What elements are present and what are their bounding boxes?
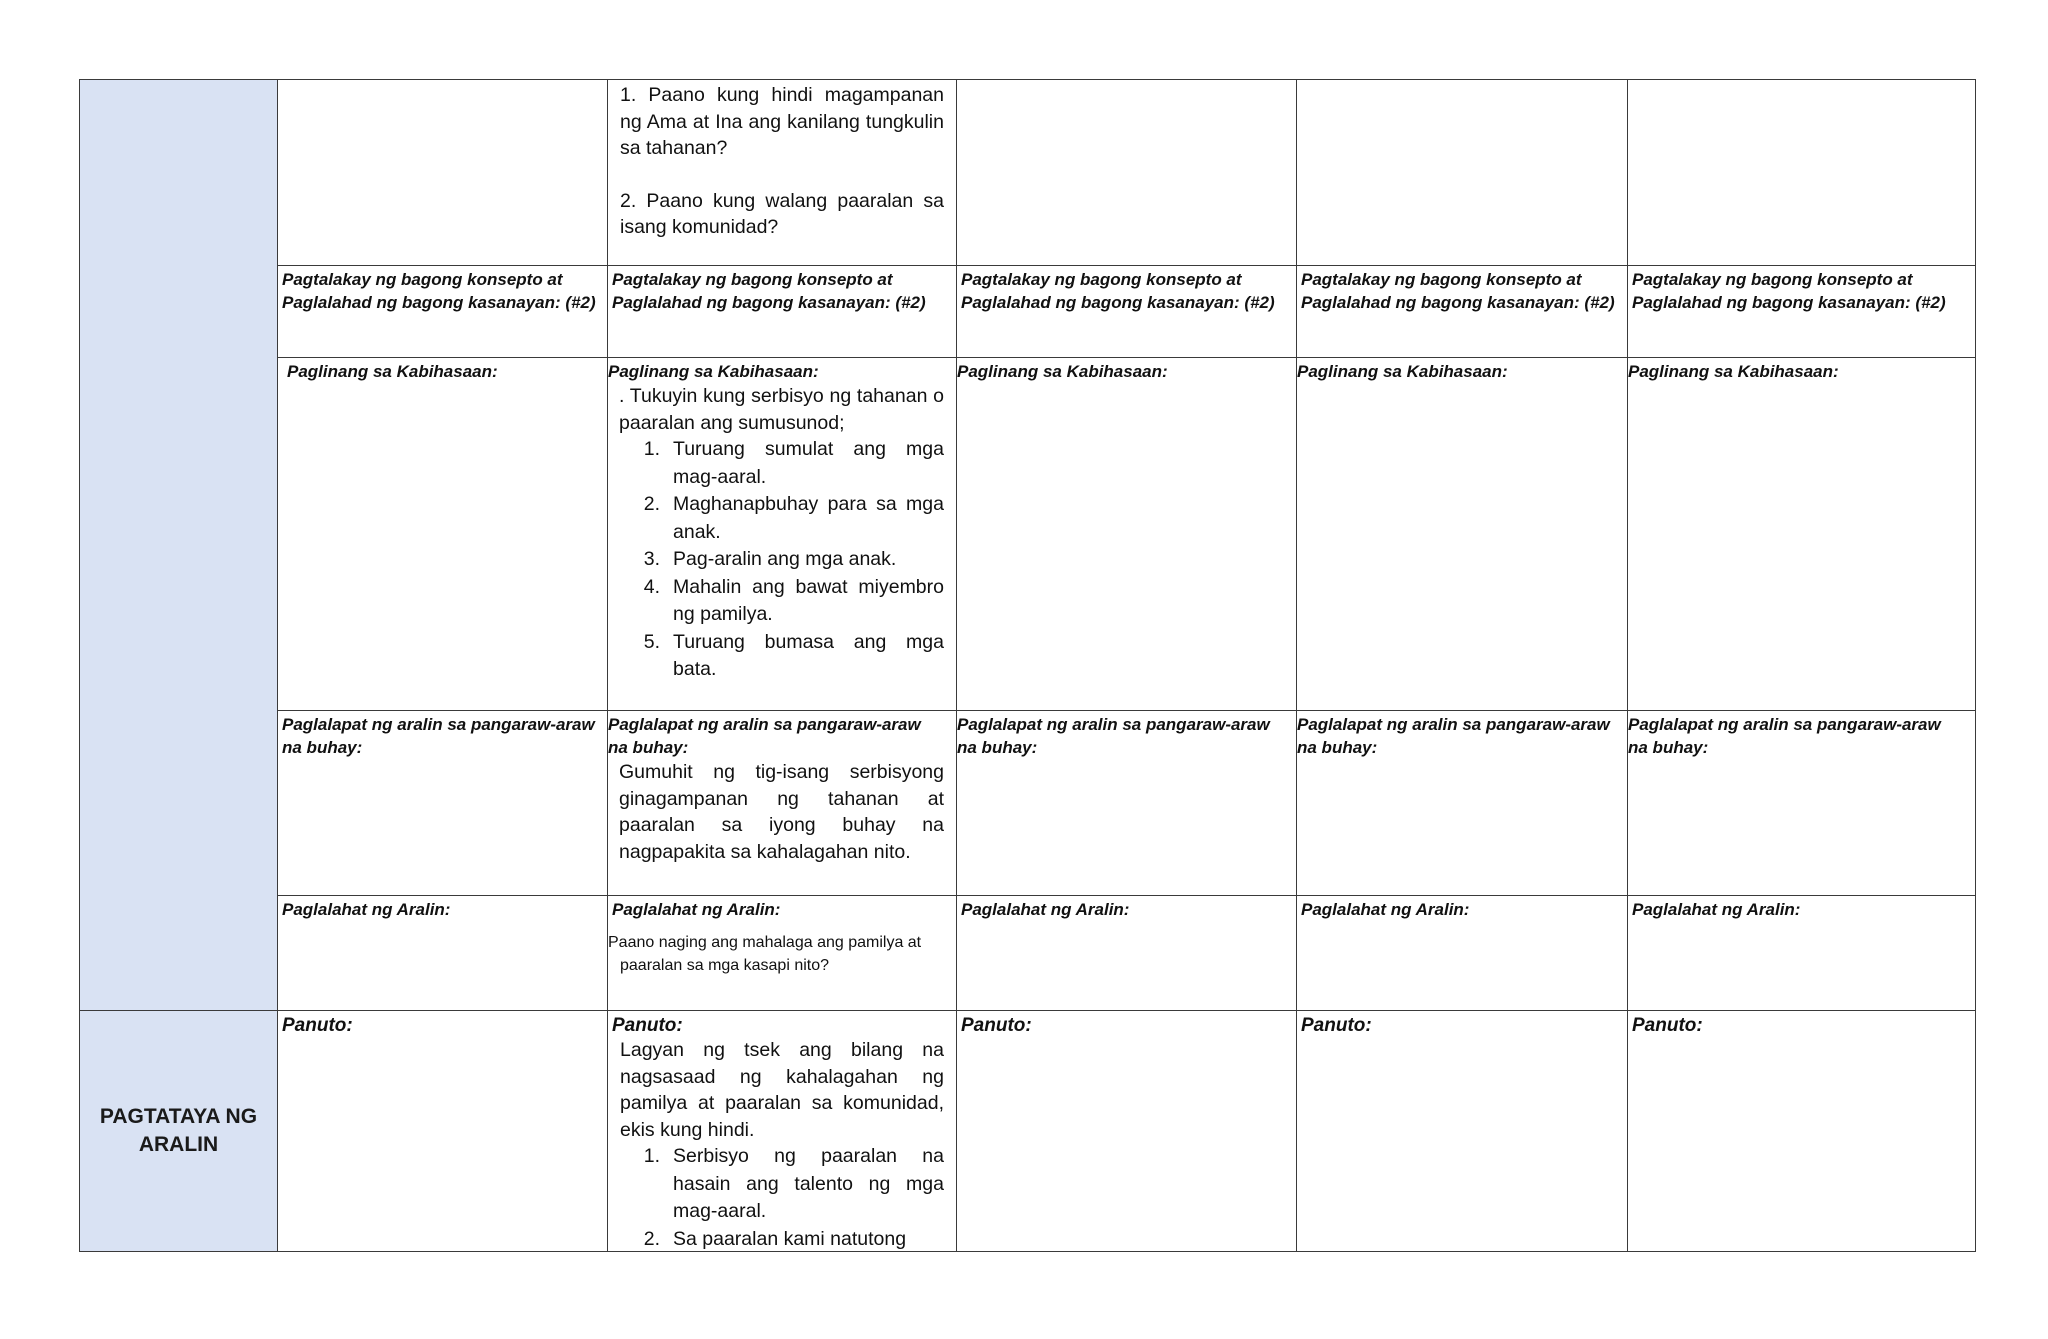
table-cell xyxy=(1297,711,1628,896)
list-item: 1. Serbisyo ng paaralan na hasain ang talento ng mga mag-aaral. xyxy=(643,1145,944,1222)
table-cell xyxy=(1628,80,1976,266)
section-heading: Pagtalakay ng bagong konsepto at Paglalahad ng bagong kasanayan: (#2) xyxy=(282,270,596,312)
table-row xyxy=(80,896,1976,1011)
table-cell xyxy=(608,266,957,358)
table-cell xyxy=(1297,266,1628,358)
section-heading: Paglalapat ng aralin sa pangaraw-araw na buhay: xyxy=(957,715,1270,757)
section-heading: Paglalahat ng Aralin: xyxy=(282,900,451,919)
table-cell xyxy=(1628,266,1976,358)
assessment-text: Lagyan ng tsek ang bilang na nagsasaad ng kahalagahan ng pamilya at paaralan sa komunidad, ekis kung hindi. xyxy=(620,1039,944,1141)
list-item: 2. Sa paaralan kami natutong xyxy=(643,1227,907,1249)
section-heading: Panuto: xyxy=(1632,1015,1703,1036)
section-heading: Paglalahat ng Aralin: xyxy=(1301,900,1470,919)
table-cell xyxy=(957,1011,1297,1252)
table-cell xyxy=(957,266,1297,358)
table-row xyxy=(80,80,1976,266)
generalization-question: Paano naging ang mahalaga ang pamilya at paaralan sa mga kasapi nito? xyxy=(608,934,922,974)
table-cell xyxy=(278,80,608,266)
table-cell xyxy=(1297,896,1628,1011)
table-cell xyxy=(1628,358,1976,711)
mastery-intro: . Tukuyin kung serbisyo ng tahanan o paaralan ang sumusunod; xyxy=(619,385,944,434)
section-heading: Paglalahat ng Aralin: xyxy=(612,900,781,919)
list-item: 5. Turuang bumasa ang mga bata. xyxy=(643,630,944,680)
table-cell xyxy=(957,896,1297,1011)
section-heading: Paglalahat ng Aralin: xyxy=(1632,900,1801,919)
question-item: 2. Paano kung walang paaralan sa isang komunidad? xyxy=(620,189,944,238)
table-cell xyxy=(278,1011,608,1252)
assessment-label: PAGTATAYA NG ARALIN xyxy=(99,1105,258,1156)
table-cell xyxy=(608,896,957,1011)
table-cell xyxy=(278,358,608,711)
list-item: 3. Pag-aralin ang mga anak. xyxy=(643,548,897,570)
section-heading: Paglinang sa Kabihasaan: xyxy=(287,362,498,381)
application-text: Gumuhit ng tig-isang serbisyong ginagampanan ng tahanan at paaralan sa iyong buhay na nagpapakita sa kahalagahan nito. xyxy=(619,761,944,863)
table-cell xyxy=(1628,711,1976,896)
table-cell xyxy=(608,358,957,711)
question-item: 1. Paano kung hindi magampanan ng Ama at Ina ang kanilang tungkulin sa tahanan? xyxy=(620,84,944,159)
section-heading: Panuto: xyxy=(612,1015,683,1036)
section-heading: Pagtalakay ng bagong konsepto at Paglalahad ng bagong kasanayan: (#2) xyxy=(1301,270,1615,312)
table-cell xyxy=(1297,358,1628,711)
section-heading: Paglalahat ng Aralin: xyxy=(961,900,1130,919)
section-heading: Paglinang sa Kabihasaan: xyxy=(608,362,819,381)
table-cell xyxy=(278,266,608,358)
section-heading: Paglalapat ng aralin sa pangaraw-araw na buhay: xyxy=(282,715,595,757)
table-row xyxy=(80,358,1976,711)
section-heading: Paglalapat ng aralin sa pangaraw-araw na buhay: xyxy=(1297,715,1610,757)
table-row xyxy=(80,1011,1976,1252)
table-cell xyxy=(278,896,608,1011)
table-cell xyxy=(1297,1011,1628,1252)
section-heading: Panuto: xyxy=(1301,1015,1372,1036)
section-heading: Panuto: xyxy=(282,1015,353,1036)
section-heading: Pagtalakay ng bagong konsepto at Paglalahad ng bagong kasanayan: (#2) xyxy=(1632,270,1946,312)
lesson-plan-table xyxy=(79,79,1976,1252)
table-cell xyxy=(957,711,1297,896)
list-item: 2. Maghanapbuhay para sa mga anak. xyxy=(643,493,944,543)
side-label-cell xyxy=(80,1011,278,1252)
section-heading: Pagtalakay ng bagong konsepto at Paglalahad ng bagong kasanayan: (#2) xyxy=(961,270,1275,312)
table-cell xyxy=(1628,1011,1976,1252)
table-cell xyxy=(957,80,1297,266)
assessment-list xyxy=(608,1143,956,1249)
section-heading: Paglalapat ng aralin sa pangaraw-araw na buhay: xyxy=(608,715,921,757)
section-heading: Panuto: xyxy=(961,1015,1032,1036)
side-label-cell xyxy=(80,80,278,1011)
section-heading: Paglinang sa Kabihasaan: xyxy=(1297,362,1508,381)
section-heading: Pagtalakay ng bagong konsepto at Paglalahad ng bagong kasanayan: (#2) xyxy=(612,270,926,312)
table-row xyxy=(80,266,1976,358)
table-cell xyxy=(608,80,957,266)
table-cell xyxy=(1628,896,1976,1011)
table-cell xyxy=(1297,80,1628,266)
list-item: 4. Mahalin ang bawat miyembro ng pamilya. xyxy=(643,575,944,625)
table-cell xyxy=(957,358,1297,711)
list-item: 1. Turuang sumulat ang mga mag-aaral. xyxy=(643,438,944,488)
table-cell xyxy=(608,711,957,896)
section-heading: Paglalapat ng aralin sa pangaraw-araw na buhay: xyxy=(1628,715,1941,757)
section-heading: Paglinang sa Kabihasaan: xyxy=(1628,362,1839,381)
table-cell xyxy=(608,1011,957,1252)
section-heading: Paglinang sa Kabihasaan: xyxy=(957,362,1168,381)
table-cell xyxy=(278,711,608,896)
mastery-list xyxy=(608,436,956,684)
table-row xyxy=(80,711,1976,896)
